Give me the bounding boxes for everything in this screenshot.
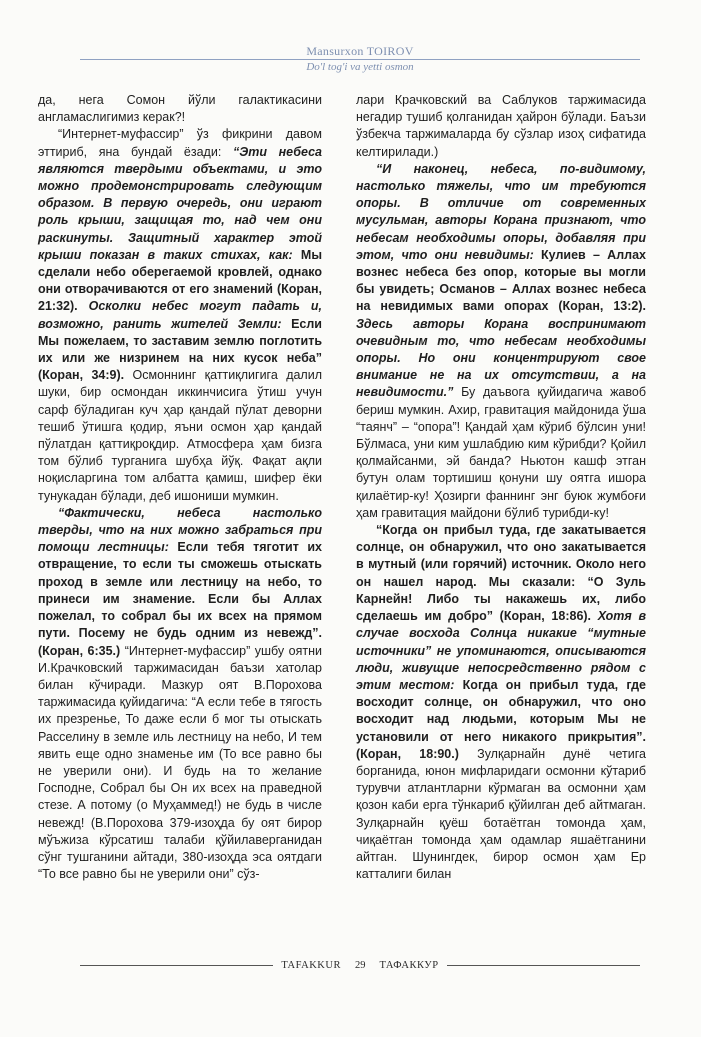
footer-label-cyrillic: ТАФАККУР — [379, 960, 439, 971]
quran-citation: “Когда он прибыл туда, где закатывается солнце, он обнаружил, что оно закатывается в мутный (или горячий) источник. Около него он нашел народ. Мы сказали: “О Зуль Карнейн! Либо ты накажешь их, либо сделаешь им добро” (Коран, 18:86). — [356, 523, 646, 624]
quran-citation: Мы сделали небо оберегаемой кровлей, однако они отворачиваются от его знамений (Коран, 21:32). — [38, 247, 322, 314]
footer-rule-right — [447, 965, 640, 966]
text-run: лари Крачковский ва Саблуков таржимасида негадир тушиб қолганидан ҳайрон бўлади. Баъзи ўзбекча таржималарда бу сўзлар изоҳ сифатида келтирилади.) — [356, 93, 646, 159]
right-column — [356, 92, 646, 883]
paragraph — [38, 92, 322, 126]
paragraph — [356, 92, 646, 161]
footer-label-latin: TAFAKKUR — [281, 960, 341, 971]
running-header — [80, 44, 640, 74]
paragraph — [38, 126, 322, 504]
quote-text: Хотя в случае восхода Солнца никакие “мутные источники” не упоминаются, описываются люди, живущие непосредственно рядом с этим местом: — [356, 609, 646, 692]
quran-citation: Когда он прибыл туда, где восходит солнце, он обнаружил, что оно восходит над людьми, которым Мы не установили от него никакого прикрытия”. (Коран, 18:90.) — [356, 677, 646, 761]
header-rule — [80, 59, 640, 60]
quote-text: “Эти небеса являются твердыми объектами, и это можно продемонстрировать следующим образом. В первую очередь, они играют роль крыши, защищая то, над чем они раскинуты. Защитный характер этой крыши показан в таких стихах, как: — [38, 144, 322, 262]
quote-text: “Фактически, небеса настолько тверды, что на них можно забраться при помощи лестницы: — [38, 505, 322, 555]
text-run: “Интернет-муфассир” ўз фикрини давом эттириб, яна бундай ёзади: — [38, 127, 322, 159]
quran-citation: Если Мы пожелаем, то заставим землю поглотить их или же низринем на них кусок неба” (Коран, 34:9). — [38, 316, 322, 383]
quote-text: Здесь авторы Корана воспринимают очевидным то, что небесам необходимы опоры. Но они концентрируют свое внимание не на их отсутствии, а на невидимости.” — [356, 316, 646, 400]
text-run: да, нега Сомон йўли галактикасини англамаслигимиз керак?! — [38, 93, 322, 125]
text-run: Бу даъвога қуйидагича жавоб бериш мумкин. Ахир, гравитация майдонида ўша “таянч” – “опора”! Қандай ҳам кўриб бўлсин уни! Бўлмаса, уни ким ушлабдию ким кўрибди? Қойил қолмайсанми, эй банда? Ньютон кашф этган бутун олам тортишиш қонуни шу оятга ишора қилаётир-ку! Ҳозирги фаннинг энг буюк жумбоғи ҳам гравитация майдони бўлиб турибди-ку! — [356, 385, 646, 520]
paragraph — [356, 161, 646, 522]
quote-text: “И наконец, небеса, по-видимому, настолько тяжелы, что им требуются опоры. В отличие от современных мусульман, авторы Корана признают, что небесам необходимы опоры, добавляя при этом, что они невидимы: — [356, 161, 646, 262]
header-subtitle: Do'l tog'i va yetti osmon — [306, 61, 414, 73]
paragraph — [356, 522, 646, 883]
paragraph — [38, 505, 322, 883]
text-run: Осмоннинг қаттиқлигига далил шуки, бир осмондан иккинчисига ўтиш учун сарф бўладиган куч ҳар қандай пўлат деворни тешиб ўтишга қодир, яъни осмон ҳар қандай пўлатдан қаттиқроқдир. Атмосфера ҳам бизга том бўлиб турганига шубҳа йўқ. Фақат ақли ноқисларгина том албатта қамиш, шифер ёки тунукадан бўлади, деб ишониши мумкин. — [38, 368, 323, 503]
quran-citation: Если тебя тяготит их отвращение, то если ты сможешь отыскать проход в земле или лестницу на небо, то принеси им знамение. Если бы Аллах пожелал, то собрал бы их всех на прямом пути. Посему не будь одним из невежд”. (Коран, 6:35.) — [38, 540, 322, 658]
quote-text: Осколки небес могут падать и, возможно, ранить жителей Земли: — [38, 299, 322, 331]
header-author: Mansurxon TOIROV — [306, 44, 414, 58]
left-column — [38, 92, 322, 883]
footer-rule-left — [80, 965, 273, 966]
text-run: “Интернет-муфассир” ушбу оятни И.Крачковский таржимасидан баъзи хатолар билан кўчиради. Мазкур оят В.Порохова таржимасида қуйидагича: “А если тебе в тягость их презренье, То даже если б мог ты отыскать Расселину в земле иль лестницу на небо, И тем явить еще одно знаменье им (То все равно бы не уверили они). И будь на то желание Господне, Собрал бы Он их всех на праведной стезе. А потому (о Муҳаммед!) не будь в числе невежд! (В.Порохова 379-изоҳда бу оят бирор мўъжиза кўрсатиш талаби қўйилаверганидан сўнг тушганини айтади, 380-изоҳда эса оятдаги “То все равно бы не уверили они” сўз- — [38, 643, 322, 882]
quran-citation: Кулиев – Аллах вознес небеса без опор, которые вы могли бы увидеть; Османов – Аллах вознес небеса на невидимых вами опорах (Коран, 13:2). — [356, 247, 646, 314]
text-run: Зулқарнайн дунё четига борганида, юнон мифларидаги осмонни кўтариб турувчи атлантларни кўрмаган ва осмонни ҳам қозон каби ерга тўнкариб қўйилган деб айтмаган. Зулқарнайн қуёш ботаётган томонда ҳам, чиқаётган томонда ҳам одамлар яшаётганини айтган. Шунингдек, бирор осмон ҳам Ер катталиги билан — [356, 746, 646, 882]
page-footer — [80, 960, 640, 971]
page-number: 29 — [354, 960, 366, 971]
